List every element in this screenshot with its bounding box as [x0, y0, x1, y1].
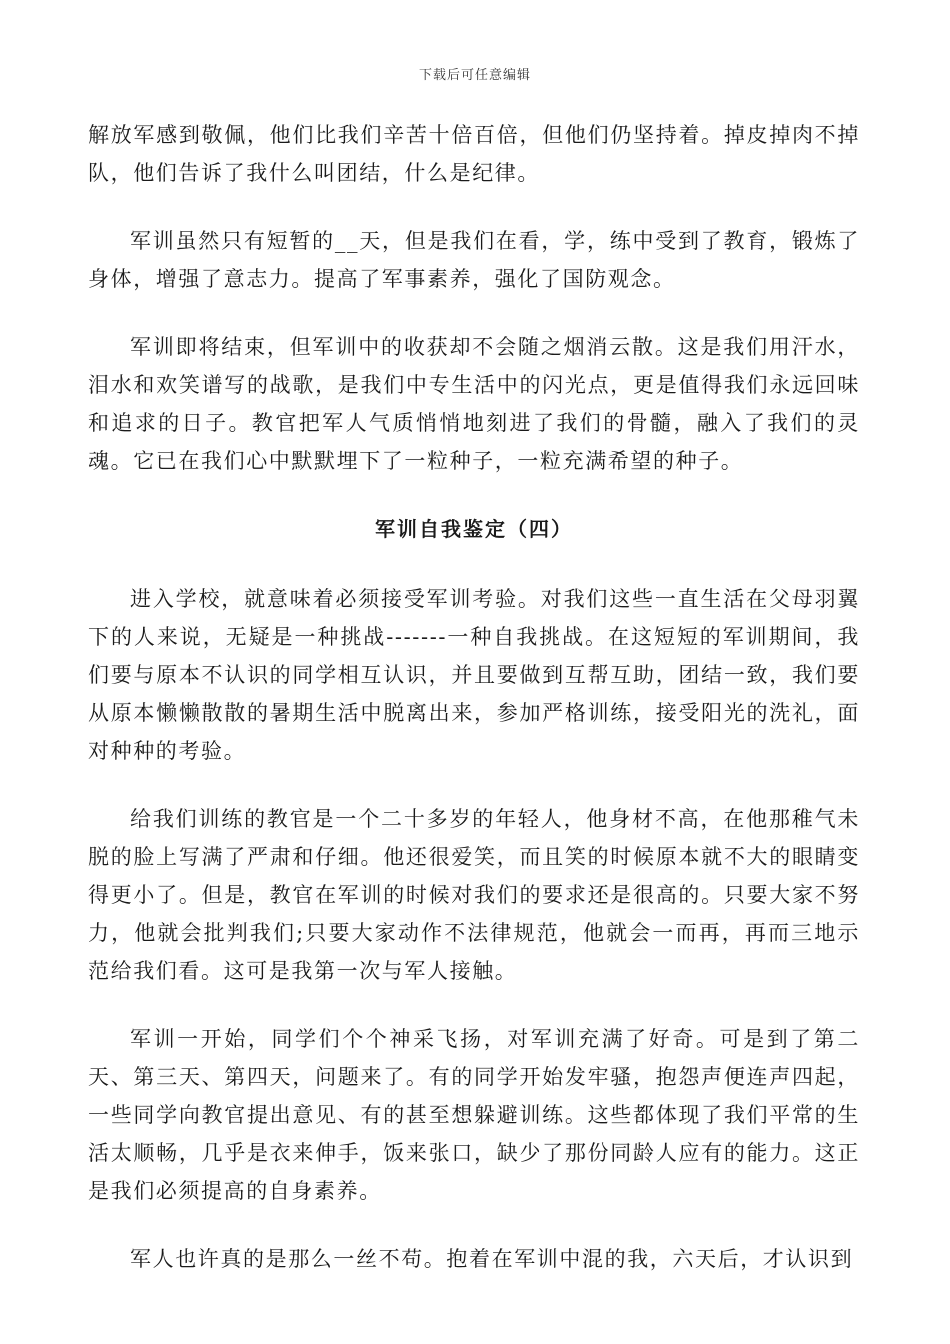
paragraph: 军训即将结束，但军训中的收获却不会随之烟消云散。这是我们用汗水，泪水和欢笑谱写的战歌，是我们中专生活中的闪光点，更是值得我们永远回味和追求的日子。教官把军人气质悄悄地刻进了我们的骨髓，融入了我们的灵魂。它已在我们心中默默埋下了一粒种子，一粒充满希望的种子。	[88, 335, 860, 473]
document-body	[88, 116, 860, 1308]
paragraph: 军训一开始，同学们个个神采飞扬，对军训充满了好奇。可是到了第二天、第三天、第四天，问题来了。有的同学开始发牢骚，抱怨声便连声四起，一些同学向教官提出意见、有的甚至想躲避训练。这些都体现了我们平常的生活太顺畅，几乎是衣来伸手，饭来张口，缺少了那份同龄人应有的能力。这正是我们必须提高的自身素养。	[88, 1027, 860, 1203]
section-title: 军训自我鉴定（四）	[375, 517, 573, 541]
paragraph: 进入学校，就意味着必须接受军训考验。对我们这些一直生活在父母羽翼下的人来说，无疑是一种挑战-------一种自我挑战。在这短短的军训期间，我们要与原本不认识的同学相互认识，并且要做到互帮互助，团结一致，我们要从原本懒懒散散的暑期生活中脱离出来，参加严格训练，接受阳光的洗礼，面对种种的考验。	[88, 587, 860, 763]
paragraph: 给我们训练的教官是一个二十多岁的年轻人，他身材不高，在他那稚气未脱的脸上写满了严肃和仔细。他还很爱笑，而且笑的时候原本就不大的眼睛变得更小了。但是，教官在军训的时候对我们的要求还是很高的。只要大家不努力，他就会批判我们;只要大家动作不法律规范，他就会一而再，再而三地示范给我们看。这可是我第一次与军人接触。	[88, 807, 860, 983]
paragraph: 军训虽然只有短暂的__天，但是我们在看，学，练中受到了教育，锻炼了身体，增强了意志力。提高了军事素养，强化了国防观念。	[88, 229, 860, 291]
paragraph-continued: 解放军感到敬佩，他们比我们辛苦十倍百倍，但他们仍坚持着。掉皮掉肉不掉队，他们告诉了我什么叫团结，什么是纪律。	[88, 123, 860, 185]
page-header: 下载后可任意编辑	[418, 68, 531, 83]
paragraph: 军人也许真的是那么一丝不苟。抱着在军训中混的我，六天后，才认识到	[130, 1247, 854, 1271]
